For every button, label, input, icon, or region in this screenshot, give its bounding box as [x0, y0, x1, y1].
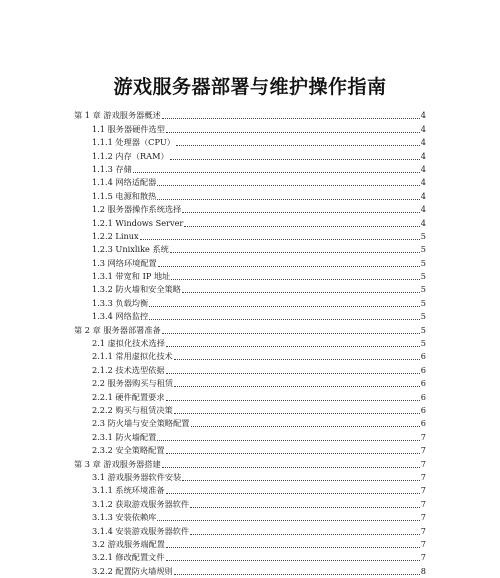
toc-entry-title: 1.3 网络环境配置	[92, 257, 157, 268]
dot-leader	[191, 425, 420, 427]
dot-leader	[140, 238, 420, 240]
dot-leader	[157, 198, 419, 200]
dot-leader	[166, 546, 420, 548]
toc-entry[interactable]	[74, 323, 426, 336]
toc-entry-title: 1.1.3 存储	[92, 163, 132, 174]
toc-entry-page-number: 5	[420, 324, 426, 335]
toc-entry-page-number: 6	[420, 418, 426, 429]
dot-leader	[166, 131, 420, 133]
toc-entry-page-number: 8	[420, 565, 426, 576]
toc-entry[interactable]	[74, 497, 426, 510]
toc-entry-title: 1.3.4 网络监控	[92, 311, 149, 322]
toc-entry[interactable]	[74, 377, 426, 390]
toc-entry[interactable]	[74, 163, 426, 176]
toc-entry-page-number: 7	[420, 538, 426, 549]
dot-leader	[133, 171, 420, 173]
toc-entry-page-number: 5	[420, 297, 426, 308]
table-of-contents	[74, 109, 426, 578]
toc-entry-page-number: 6	[420, 351, 426, 362]
toc-entry-title: 1.2.2 Linux	[92, 230, 139, 241]
toc-entry-page-number: 6	[420, 364, 426, 375]
toc-entry-title: 2.1.2 技术选型依据	[92, 364, 165, 375]
toc-entry-title: 3.2 游戏服务端配置	[92, 538, 165, 549]
toc-entry-page-number: 4	[420, 190, 426, 201]
toc-entry-page-number: 4	[420, 110, 426, 121]
toc-entry-page-number: 7	[420, 525, 426, 536]
toc-entry[interactable]	[74, 136, 426, 149]
toc-entry-title: 1.1.2 内存（RAM）	[92, 150, 169, 161]
toc-entry-page-number: 5	[420, 257, 426, 268]
dot-leader	[157, 184, 419, 186]
toc-entry[interactable]	[74, 350, 426, 363]
toc-entry[interactable]	[74, 551, 426, 564]
toc-entry-title: 1.3.2 防火墙和安全策略	[92, 284, 181, 295]
toc-entry-title: 1.3.1 带宽和 IP 地址	[92, 271, 171, 282]
toc-entry-page-number: 7	[420, 458, 426, 469]
toc-entry[interactable]	[74, 524, 426, 537]
dot-leader	[166, 399, 420, 401]
dot-leader	[174, 385, 420, 387]
toc-entry-title: 2.2.1 硬件配置要求	[92, 391, 165, 402]
toc-entry-title: 1.2.1 Windows Server	[92, 217, 184, 228]
toc-entry[interactable]	[74, 444, 426, 457]
toc-entry[interactable]	[74, 176, 426, 189]
toc-entry-title: 2.3.1 防火墙配置	[92, 431, 157, 442]
dot-leader	[174, 412, 420, 414]
toc-entry[interactable]	[74, 471, 426, 484]
toc-entry-title: 第 1 章 游戏服务器概述	[74, 110, 161, 121]
dot-leader	[190, 506, 420, 508]
dot-leader	[162, 117, 420, 119]
dot-leader	[162, 466, 420, 468]
dot-leader	[170, 251, 420, 253]
toc-entry-title: 2.2 服务器购买与租赁	[92, 378, 174, 389]
toc-entry-title: 1.2.3 Unixlike 系统	[92, 244, 169, 255]
dot-leader	[149, 318, 420, 320]
toc-entry-title: 3.1.1 系统环境准备	[92, 485, 165, 496]
toc-entry[interactable]	[74, 256, 426, 269]
toc-entry-title: 3.1 游戏服务器软件安装	[92, 471, 182, 482]
toc-entry-title: 1.1.5 电源和散热	[92, 190, 157, 201]
toc-entry[interactable]	[74, 511, 426, 524]
toc-entry-title: 3.1.4 安装游戏服务器软件	[92, 525, 190, 536]
dot-leader	[190, 533, 420, 535]
dot-leader	[184, 225, 419, 227]
toc-entry[interactable]	[74, 337, 426, 350]
toc-entry[interactable]	[74, 109, 426, 122]
toc-entry[interactable]	[74, 430, 426, 443]
toc-entry[interactable]	[74, 564, 426, 577]
toc-entry[interactable]	[74, 296, 426, 309]
toc-entry-title: 1.1.4 网络适配器	[92, 177, 157, 188]
dot-leader	[158, 265, 420, 267]
toc-entry[interactable]	[74, 243, 426, 256]
toc-entry-page-number: 4	[420, 137, 426, 148]
toc-entry-page-number: 7	[420, 471, 426, 482]
toc-entry-page-number: 4	[420, 163, 426, 174]
toc-entry[interactable]	[74, 484, 426, 497]
toc-entry-title: 3.1.3 安装依赖库	[92, 512, 157, 523]
dot-leader	[174, 573, 420, 575]
toc-entry[interactable]	[74, 122, 426, 135]
dot-leader	[157, 439, 419, 441]
document-title: 游戏服务器部署与维护操作指南	[113, 76, 387, 98]
toc-entry-page-number: 5	[420, 284, 426, 295]
dot-leader	[166, 345, 420, 347]
dot-leader	[162, 332, 420, 334]
toc-entry-page-number: 6	[420, 378, 426, 389]
dot-leader	[170, 158, 420, 160]
toc-entry[interactable]	[74, 189, 426, 202]
toc-entry-title: 1.1.1 处理器（CPU）	[92, 137, 175, 148]
toc-entry-page-number: 7	[420, 445, 426, 456]
toc-entry-title: 2.2.2 购买与租赁决策	[92, 404, 173, 415]
toc-entry-page-number: 7	[420, 512, 426, 523]
toc-entry-page-number: 7	[420, 431, 426, 442]
dot-leader	[171, 278, 419, 280]
toc-entry-title: 第 2 章 服务器部署准备	[74, 324, 161, 335]
toc-entry-page-number: 6	[420, 404, 426, 415]
toc-entry-title: 1.3.3 负载均衡	[92, 297, 149, 308]
toc-entry[interactable]	[74, 404, 426, 417]
dot-leader	[166, 372, 420, 374]
toc-entry[interactable]	[74, 149, 426, 162]
dot-leader	[174, 358, 420, 360]
dot-leader	[182, 291, 420, 293]
toc-entry-page-number: 4	[420, 217, 426, 228]
toc-entry-page-number: 4	[420, 150, 426, 161]
toc-entry[interactable]	[74, 390, 426, 403]
toc-entry-page-number: 5	[420, 311, 426, 322]
dot-leader	[166, 559, 420, 561]
toc-entry-page-number: 6	[420, 391, 426, 402]
toc-entry-page-number: 5	[420, 271, 426, 282]
toc-entry[interactable]	[74, 363, 426, 376]
toc-entry[interactable]	[74, 203, 426, 216]
dot-leader	[182, 211, 419, 213]
toc-entry-title: 2.1 虚拟化技术选择	[92, 338, 165, 349]
toc-entry-title: 1.1 服务器硬件选型	[92, 123, 165, 134]
toc-entry-page-number: 4	[420, 177, 426, 188]
toc-entry[interactable]	[74, 230, 426, 243]
toc-entry-page-number: 5	[420, 230, 426, 241]
toc-entry-page-number: 4	[420, 204, 426, 215]
dot-leader	[149, 305, 420, 307]
toc-entry-page-number: 7	[420, 485, 426, 496]
toc-entry[interactable]	[74, 457, 426, 470]
toc-entry-title: 3.2.2 配置防火墙规则	[92, 565, 173, 576]
dot-leader	[157, 519, 419, 521]
dot-leader	[166, 452, 420, 454]
toc-entry-page-number: 7	[420, 498, 426, 509]
toc-entry[interactable]	[74, 216, 426, 229]
toc-entry-page-number: 7	[420, 552, 426, 563]
toc-entry-title: 第 3 章 游戏服务器搭建	[74, 458, 161, 469]
toc-entry-title: 2.3.2 安全策略配置	[92, 445, 165, 456]
toc-entry[interactable]	[74, 417, 426, 430]
dot-leader	[176, 144, 420, 146]
toc-entry-page-number: 5	[420, 244, 426, 255]
dot-leader	[166, 492, 420, 494]
toc-entry[interactable]	[74, 538, 426, 551]
toc-entry-title: 1.2 服务器操作系统选择	[92, 204, 182, 215]
toc-entry-title: 2.3 防火墙与安全策略配置	[92, 418, 190, 429]
toc-entry-title: 2.1.1 常用虚拟化技术	[92, 351, 173, 362]
toc-entry-title: 3.1.2 获取游戏服务器软件	[92, 498, 190, 509]
dot-leader	[182, 479, 419, 481]
toc-entry[interactable]	[74, 283, 426, 296]
toc-entry[interactable]	[74, 270, 426, 283]
toc-entry-page-number: 4	[420, 123, 426, 134]
toc-entry-title: 3.2.1 修改配置文件	[92, 552, 165, 563]
toc-entry[interactable]	[74, 310, 426, 323]
toc-entry-page-number: 5	[420, 338, 426, 349]
